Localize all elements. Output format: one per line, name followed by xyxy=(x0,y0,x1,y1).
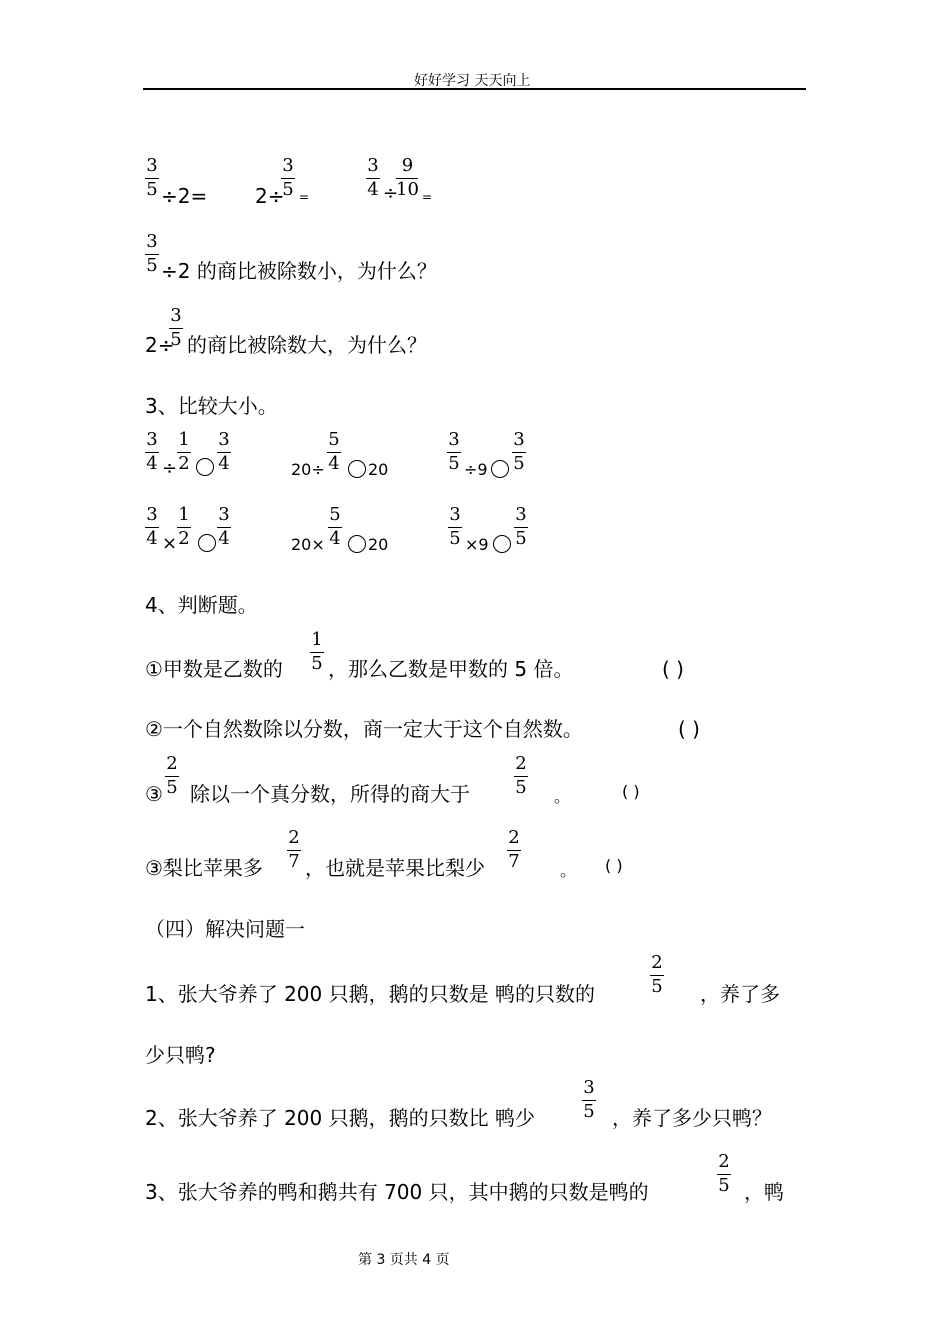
compare-circle xyxy=(195,458,215,478)
judge-item-1-answer: ( ) xyxy=(662,657,684,681)
calc-expression-3-operator: ÷ xyxy=(383,183,399,204)
fraction-3-5: 3 5 xyxy=(449,504,461,549)
judge-item-3-middle: 除以一个真分数，所得的商大于 xyxy=(190,782,470,806)
compare-operator-multiply: × xyxy=(162,533,178,554)
problems-heading: （四）解决问题一 xyxy=(145,917,305,941)
compare-20-divide: 20÷ xyxy=(291,460,325,479)
fraction-2-5: 2 5 xyxy=(515,753,527,798)
fraction-3-5: 3 5 xyxy=(282,155,294,200)
fraction-2-7: 2 7 xyxy=(508,827,520,872)
problem-2-suffix: ，养了多少只鸭？ xyxy=(612,1106,772,1130)
fraction-3-5: 3 5 xyxy=(513,429,525,474)
judge-item-1-suffix: ，那么乙数是甲数的 5 倍。 xyxy=(328,657,574,681)
compare-operator-divide: ÷ xyxy=(162,458,178,479)
fraction-3-5: 3 5 xyxy=(583,1077,595,1122)
calc-expression-3-equals: = xyxy=(422,190,433,204)
fraction-3-5: 3 5 xyxy=(170,305,182,350)
fraction-3-5: 3 5 xyxy=(146,155,158,200)
judge-item-3-period: 。 xyxy=(554,787,571,806)
judge-item-3-answer: ( ) xyxy=(622,782,640,801)
fraction-3-4: 3 4 xyxy=(146,504,158,549)
fraction-9-10: 9 10 xyxy=(396,155,419,200)
fraction-1-2: 1 2 xyxy=(178,504,190,549)
compare-circle xyxy=(490,460,510,480)
fraction-2-5: 2 5 xyxy=(651,952,663,997)
fraction-3-4: 3 4 xyxy=(218,429,230,474)
fraction-3-5: 3 5 xyxy=(515,504,527,549)
fraction-3-5: 3 5 xyxy=(448,429,460,474)
judge-item-1-prefix: ①甲数是乙数的 xyxy=(145,657,283,681)
problem-3-suffix: ，鸭 xyxy=(744,1180,784,1204)
fraction-5-4: 5 4 xyxy=(329,504,341,549)
judge-heading: 4、判断题。 xyxy=(145,593,258,617)
page-footer-number: 第 3 页共 4 页 xyxy=(358,1252,450,1268)
compare-circle xyxy=(197,534,217,554)
fraction-3-4: 3 4 xyxy=(218,504,230,549)
judge-item-4-period: 。 xyxy=(560,861,577,880)
problem-1-suffix: ，养了多 xyxy=(700,982,780,1006)
fraction-3-4: 3 4 xyxy=(367,155,379,200)
fraction-5-4: 5 4 xyxy=(328,429,340,474)
judge-item-3-prefix: ③ xyxy=(145,782,163,806)
problem-2-text: 2、张大爷养了 200 只鹅，鹅的只数比 鸭少 xyxy=(145,1106,535,1130)
compare-heading: 3、比较大小。 xyxy=(145,394,278,418)
compare-divide-9: ÷9 xyxy=(464,460,488,479)
calc-expression-2-equals: = xyxy=(299,190,310,204)
compare-20: 20 xyxy=(368,460,389,479)
fraction-3-5: 3 5 xyxy=(146,231,158,276)
judge-item-4-answer: ( ) xyxy=(605,856,623,875)
calc-expression-1: ÷2= xyxy=(161,184,208,208)
compare-circle xyxy=(492,535,512,555)
why-question-1: ÷2 的商比被除数小，为什么？ xyxy=(161,259,437,283)
problem-1-continuation: 少只鸭? xyxy=(145,1043,216,1067)
judge-item-4-middle: ，也就是苹果比梨少 xyxy=(305,856,485,880)
fraction-2-5: 2 5 xyxy=(166,753,178,798)
judge-item-2: ②一个自然数除以分数，商一定大于这个自然数。 xyxy=(145,717,583,741)
why-question-2-prefix: 2÷ xyxy=(145,333,175,357)
fraction-2-5: 2 5 xyxy=(718,1151,730,1196)
judge-item-4-prefix: ③梨比苹果多 xyxy=(145,856,263,880)
judge-item-2-answer: ( ) xyxy=(678,717,700,741)
problem-1-text: 1、张大爷养了 200 只鹅，鹅的只数是 鸭的只数的 xyxy=(145,982,595,1006)
fraction-3-4: 3 4 xyxy=(146,429,158,474)
compare-20: 20 xyxy=(368,535,389,554)
calc-expression-2-prefix: 2÷ xyxy=(255,184,285,208)
compare-circle xyxy=(347,535,367,555)
problem-3-text: 3、张大爷养的鸭和鹅共有 700 只，其中鹅的只数是鸭的 xyxy=(145,1180,649,1204)
fraction-1-2: 1 2 xyxy=(178,429,190,474)
why-question-2: 的商比被除数大，为什么？ xyxy=(187,333,427,357)
compare-multiply-9: ×9 xyxy=(465,535,489,554)
compare-20-multiply: 20× xyxy=(291,535,325,554)
page-header-title: 好好学习 天天向上 xyxy=(414,73,531,89)
header-rule xyxy=(143,88,806,90)
fraction-2-7: 2 7 xyxy=(288,827,300,872)
fraction-1-5: 1 5 xyxy=(311,629,323,674)
compare-circle xyxy=(347,460,367,480)
